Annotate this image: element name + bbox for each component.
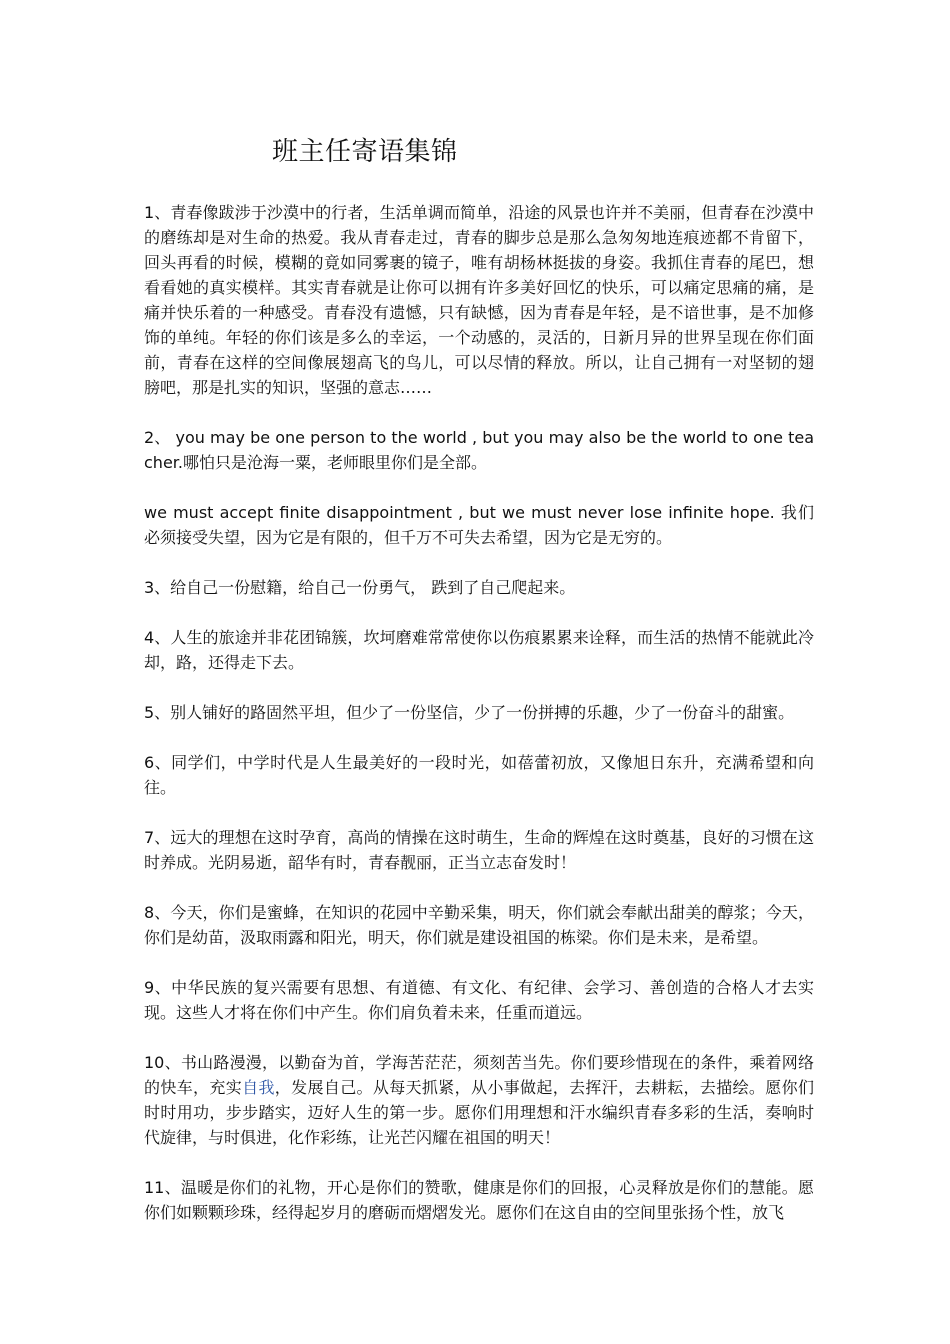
- paragraph-2-quote: we must accept finite disappointment , but we must never lose infinite hope. 我们必须接受失望，因为它是有限的，但千万不可失去希望，因为它是无穷的。: [144, 503, 814, 547]
- paragraph-1: 1、青春像跋涉于沙漠中的行者，生活单调而简单，沿途的风景也许并不美丽，但青春在沙漠中的磨练却是对生命的热爱。我从青春走过，青春的脚步总是那么急匆匆地连痕迹都不肯留下，回头再看的时候，模糊的竟如同雾裹的镜子，唯有胡杨林挺拔的身姿。我抓住青春的尾巴，想看看她的真实模样。其实青春就是让你可以拥有许多美好回忆的快乐，可以痛定思痛的痛，是痛并快乐着的一种感受。青春没有遗憾，只有缺憾，因为青春是年轻，是不谙世事，是不加修饰的单纯。年轻的你们该是多么的幸运，一个动感的，灵活的，日新月异的世界呈现在你们面前，青春在这样的空间像展翅高飞的鸟儿，可以尽情的释放。所以，让自己拥有一对坚韧的翅膀吧，那是扎实的知识，坚强的意志……: [144, 203, 814, 397]
- paragraph-3: 3、给自己一份慰籍，给自己一份勇气， 跌到了自己爬起来。: [144, 578, 576, 597]
- paragraph-2: 2、 you may be one person to the world , but you may also be the world to one teacher.哪怕只是沧海一粟，老师眼里你们是全部。: [144, 428, 814, 472]
- paragraph-6: 6、同学们，中学时代是人生最美好的一段时光，如蓓蕾初放，又像旭日东升，充满希望和向往。: [144, 753, 814, 797]
- self-link[interactable]: 自我: [242, 1078, 275, 1097]
- document-title: 班主任寄语集锦: [272, 137, 458, 167]
- document-body: [144, 200, 814, 1250]
- paragraph-10-before: 10、书山路漫漫，以勤奋为首，学海苦茫茫，须刻苦当先。你们要珍惜现在的条件，乘着网络的快车，充实: [144, 1053, 814, 1097]
- paragraph-9: 9、中华民族的复兴需要有思想、有道德、有文化、有纪律、会学习、善创造的合格人才去实现。这些人才将在你们中产生。你们肩负着未来，任重而道远。: [144, 978, 814, 1022]
- paragraph-11: 11、温暖是你们的礼物，开心是你们的赞歌，健康是你们的回报，心灵释放是你们的慧能。愿你们如颗颗珍珠，经得起岁月的磨砺而熠熠发光。愿你们在这自由的空间里张扬个性，放飞: [144, 1178, 814, 1222]
- paragraph-10: [144, 1050, 814, 1150]
- paragraph-7: 7、远大的理想在这时孕育，高尚的情操在这时萌生，生命的辉煌在这时奠基，良好的习惯在这时养成。光阴易逝，韶华有时，青春靓丽，正当立志奋发时！: [144, 828, 814, 872]
- paragraph-5: 5、别人铺好的路固然平坦，但少了一份坚信，少了一份拼搏的乐趣，少了一份奋斗的甜蜜。: [144, 703, 795, 722]
- paragraph-10-after: ，发展自己。从每天抓紧，从小事做起，去挥汗，去耕耘，去描绘。愿你们时时用功，步步踏实，迈好人生的第一步。愿你们用理想和汗水编织青春多彩的生活，奏响时代旋律，与时俱进，化作彩练，让光芒闪耀在祖国的明天！: [144, 1078, 814, 1147]
- paragraph-8: 8、今天，你们是蜜蜂，在知识的花园中辛勤采集，明天，你们就会奉献出甜美的醇浆；今天，你们是幼苗，汲取雨露和阳光，明天，你们就是建设祖国的栋梁。你们是未来，是希望。: [144, 903, 814, 947]
- paragraph-4: 4、人生的旅途并非花团锦簇，坎坷磨难常常使你以伤痕累累来诠释，而生活的热情不能就此冷却，路，还得走下去。: [144, 628, 814, 672]
